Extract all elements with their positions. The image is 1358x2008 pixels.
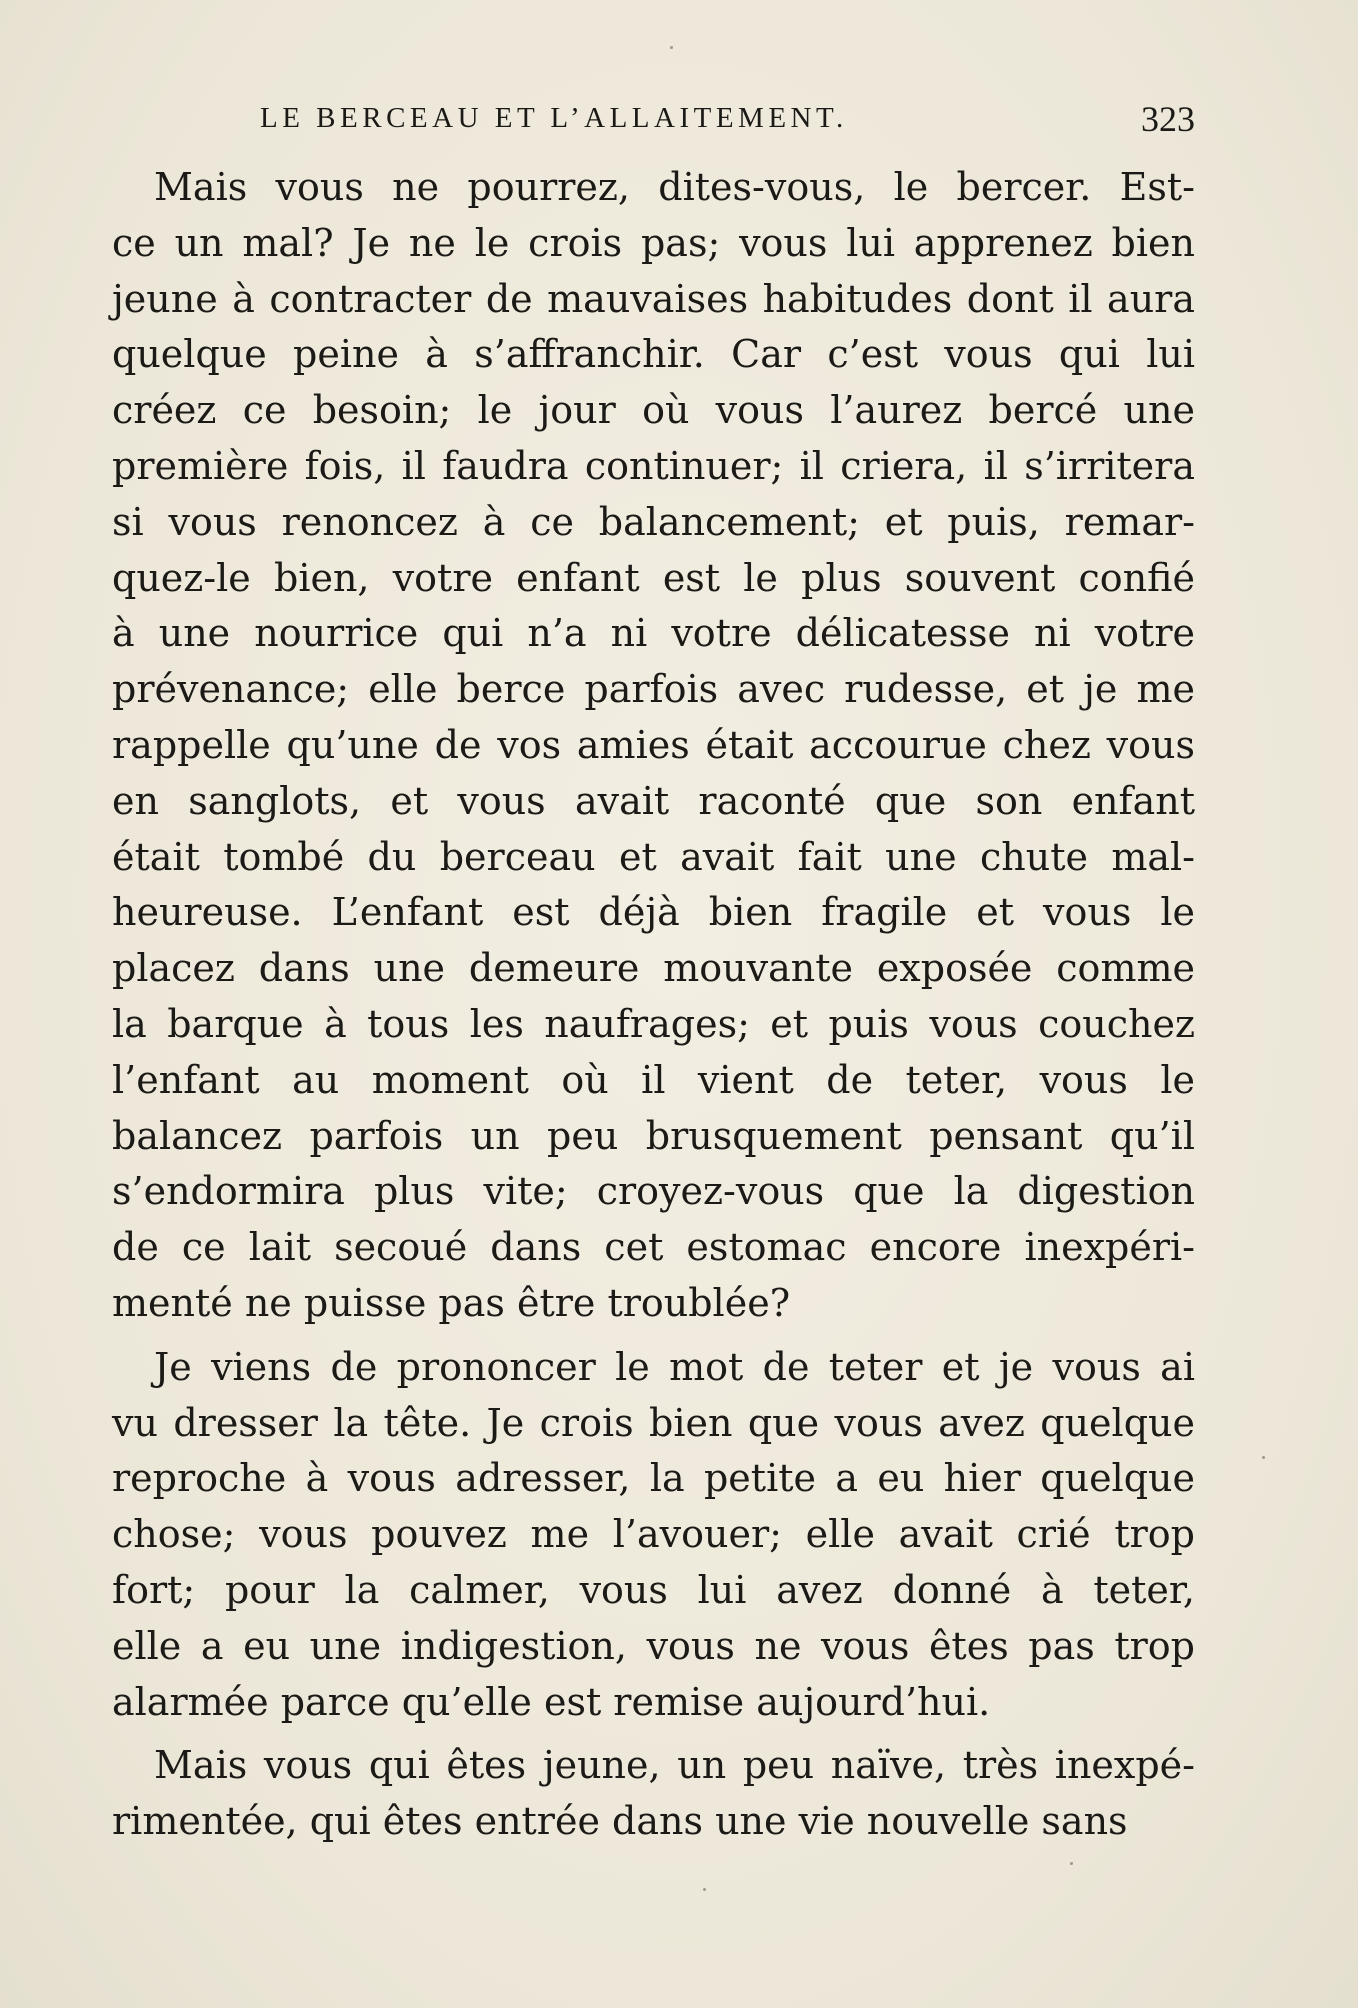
text-line: à une nourrice qui n’a ni votre délicatesse ni votre <box>112 611 1195 656</box>
paper-speck <box>670 46 673 49</box>
text-line: placez dans une demeure mouvante exposée comme <box>112 946 1195 991</box>
text-line: reproche à vous adresser, la petite a eu hier quelque <box>112 1456 1195 1501</box>
text-line: heureuse. L’enfant est déjà bien fragile et vous le <box>112 890 1195 935</box>
text-line: rappelle qu’une de vos amies était accourue chez vous <box>112 722 1195 767</box>
text-line: première fois, il faudra continuer; il criera, il s’irritera <box>112 443 1195 488</box>
page-header <box>112 98 1195 148</box>
running-title: LE BERCEAU ET L’ALLAITEMENT. <box>260 102 848 134</box>
text-line: rimentée, qui êtes entrée dans une vie nouvelle sans <box>112 1799 1128 1844</box>
text-line: quelque peine à s’affranchir. Car c’est vous qui lui <box>112 332 1195 377</box>
text-line: menté ne puisse pas être troublée? <box>112 1280 791 1325</box>
text-line: la barque à tous les naufrages; et puis vous couchez <box>112 1001 1195 1046</box>
text-line: créez ce besoin; le jour où vous l’aurez bercé une <box>112 388 1195 433</box>
text-line: en sanglots, et vous avait raconté que son enfant <box>112 778 1195 823</box>
paper-speck <box>1262 1456 1265 1459</box>
text-line: balancez parfois un peu brusquement pensant qu’il <box>112 1113 1195 1158</box>
text-line: l’enfant au moment où il vient de teter, vous le <box>112 1057 1195 1102</box>
text-line: quez-le bien, votre enfant est le plus souvent confié <box>112 555 1195 600</box>
text-line: Je viens de prononcer le mot de teter et je vous ai <box>154 1344 1195 1389</box>
text-line: elle a eu une indigestion, vous ne vous êtes pas trop <box>112 1623 1195 1668</box>
text-line: vu dresser la tête. Je crois bien que vous avez quelque <box>112 1400 1195 1445</box>
text-line: Mais vous ne pourrez, dites-vous, le bercer. Est- <box>154 165 1195 209</box>
page-number: 323 <box>1141 99 1195 139</box>
text-line: Mais vous qui êtes jeune, un peu naïve, très inexpé- <box>154 1743 1195 1788</box>
paragraph <box>112 1738 1195 1850</box>
paper-speck <box>1070 1862 1073 1865</box>
text-line: était tombé du berceau et avait fait une chute mal- <box>112 834 1195 879</box>
paragraph <box>112 1340 1195 1731</box>
text-line: prévenance; elle berce parfois avec rudesse, et je me <box>112 667 1195 712</box>
text-line: jeune à contracter de mauvaises habitudes dont il aura <box>112 276 1195 321</box>
text-line: si vous renoncez à ce balancement; et puis, remar- <box>112 499 1195 544</box>
text-line: fort; pour la calmer, vous lui avez donné à teter, <box>112 1567 1195 1612</box>
text-line: de ce lait secoué dans cet estomac encore inexpéri- <box>112 1225 1195 1270</box>
paper-speck <box>703 1888 706 1891</box>
text-line: ce un mal? Je ne le crois pas; vous lui apprenez bien <box>112 220 1195 265</box>
text-line: alarmée parce qu’elle est remise aujourd’hui. <box>112 1679 991 1724</box>
text-line: s’endormira plus vite; croyez-vous que la digestion <box>112 1169 1195 1214</box>
body-text <box>112 160 1195 1850</box>
text-line: chose; vous pouvez me l’avouer; elle avait crié trop <box>112 1512 1195 1557</box>
paragraph <box>112 160 1195 1332</box>
